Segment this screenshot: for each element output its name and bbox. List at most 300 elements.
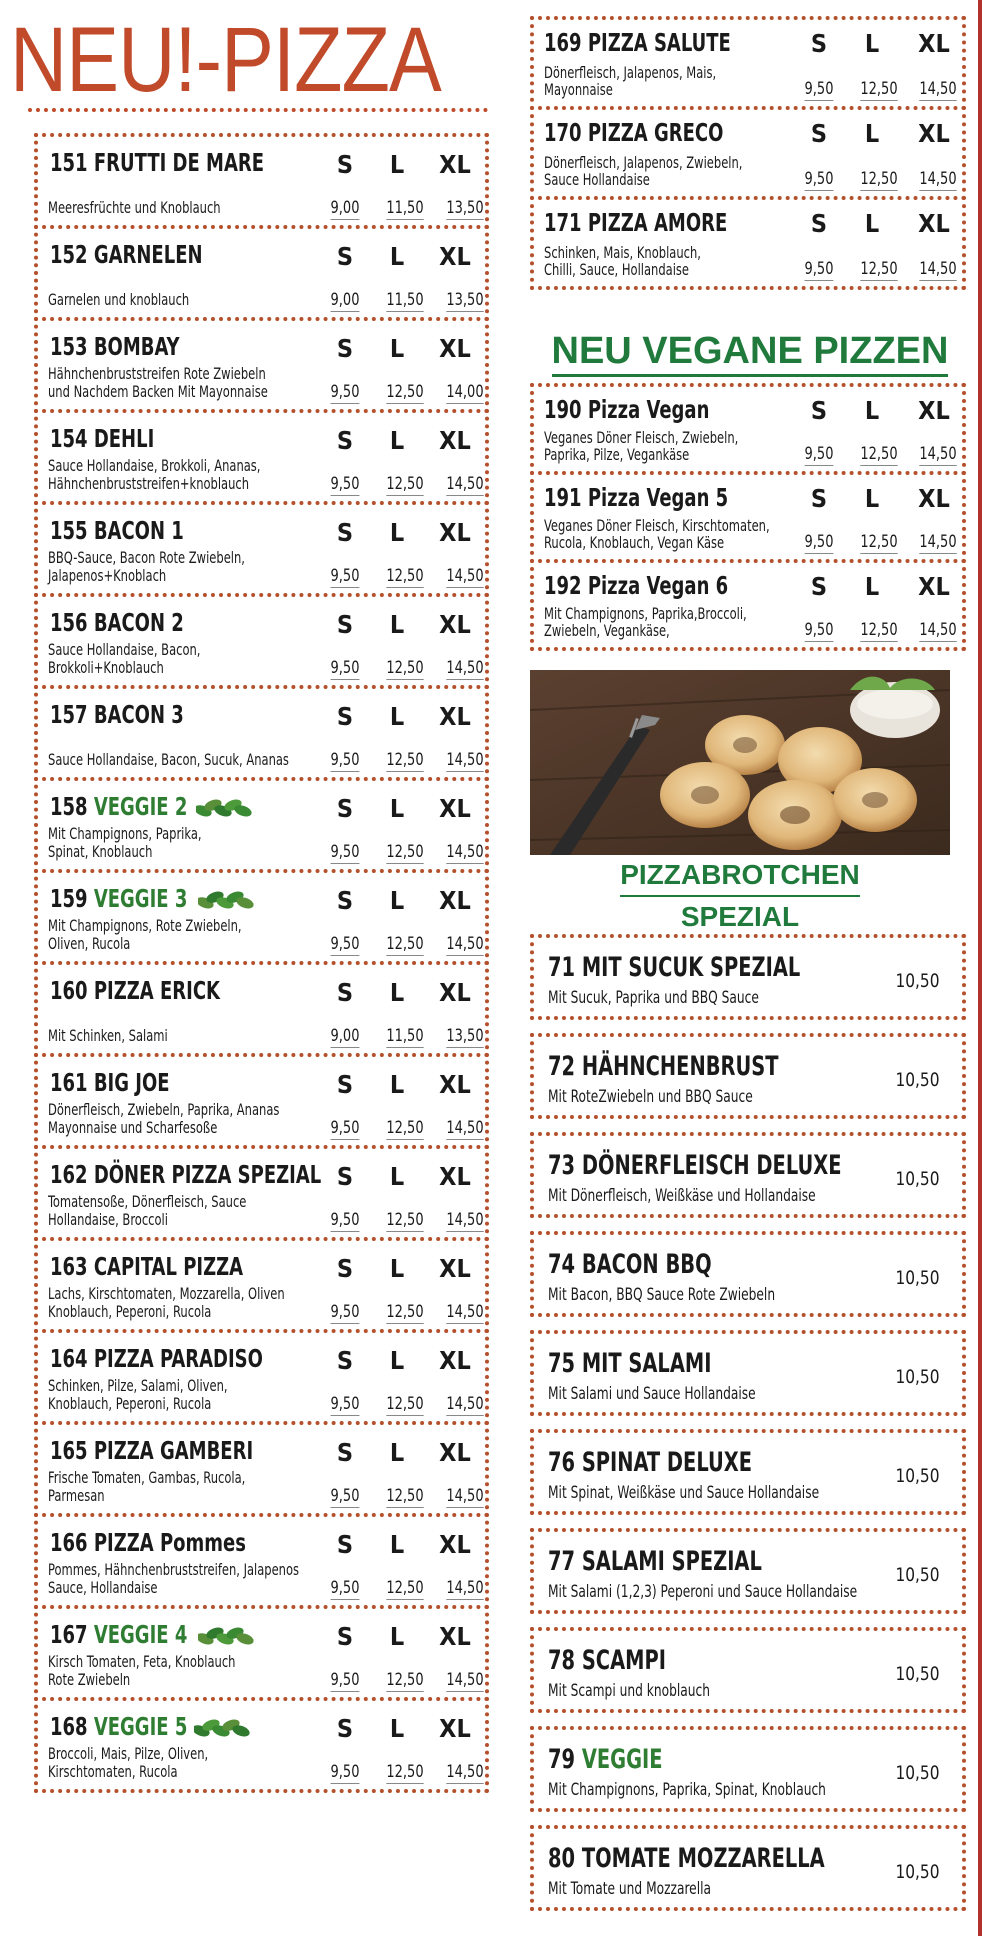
pizza-description xyxy=(48,825,202,861)
size-label-xl: XL xyxy=(439,518,471,547)
size-label-s: S xyxy=(336,334,354,363)
pizza-description xyxy=(48,917,242,953)
pizza-item xyxy=(530,471,966,563)
price-l xyxy=(380,1119,431,1137)
pizza-title: BACON 3 xyxy=(93,700,184,729)
roll-title: SPINAT DELUXE xyxy=(581,1447,752,1478)
size-label-l: L xyxy=(389,1070,405,1099)
pizza-roll-item xyxy=(530,1330,966,1416)
pizza-name xyxy=(50,792,187,822)
description-line: Sauce Hollandaise xyxy=(544,170,650,189)
leaf-icon xyxy=(194,1715,250,1741)
size-label-s: S xyxy=(336,610,354,639)
size-label-l: L xyxy=(389,1254,405,1283)
pizza-name xyxy=(50,1344,263,1374)
pizza-item xyxy=(34,1237,489,1333)
pizza-number: 191 xyxy=(544,483,582,512)
size-label-l: L xyxy=(389,702,405,731)
pizza-number: 161 xyxy=(50,1068,88,1097)
size-label-l: L xyxy=(389,1346,405,1375)
pizza-title: PIZZA PARADISO xyxy=(93,1344,263,1373)
size-label-s: S xyxy=(336,886,354,915)
pizza-number: 171 xyxy=(544,208,582,237)
size-label-s: S xyxy=(336,1530,354,1559)
leaf-icon xyxy=(198,1623,254,1649)
price-l xyxy=(380,935,431,953)
price-l xyxy=(380,1487,431,1505)
pizza-name xyxy=(50,884,187,914)
price-s xyxy=(320,751,371,769)
pizza-title: BACON 1 xyxy=(93,516,184,545)
size-label-l: L xyxy=(389,518,405,547)
price-value: 14,50 xyxy=(446,474,484,494)
description-line: Hähnchenbruststreifen+knoblauch xyxy=(48,474,250,493)
pizza-title: VEGGIE 2 xyxy=(93,792,188,821)
price-value: 9,50 xyxy=(330,1578,360,1598)
price-xl xyxy=(913,170,964,188)
size-label-l: L xyxy=(389,978,405,1007)
size-label-l: L xyxy=(864,396,880,425)
price-value: 12,50 xyxy=(386,1394,424,1414)
pizza-name xyxy=(50,1620,187,1650)
price-l xyxy=(380,383,431,401)
size-label-l: L xyxy=(389,1162,405,1191)
roll-description: Mit Salami (1,2,3) Peperoni und Sauce Hollandaise xyxy=(548,1582,858,1602)
pizza-number: 158 xyxy=(50,792,88,821)
pizza-name xyxy=(50,148,264,178)
description-line: Dönerfleisch, Zwiebeln, Paprika, Ananas xyxy=(48,1100,280,1119)
price-value: 14,50 xyxy=(446,934,484,954)
roll-name xyxy=(548,1348,711,1380)
size-label-l: L xyxy=(864,209,880,238)
roll-name xyxy=(548,1843,825,1875)
pizza-number: 192 xyxy=(544,571,582,600)
price-l xyxy=(380,475,431,493)
roll-name xyxy=(548,1447,752,1479)
pizza-list-left xyxy=(34,137,489,1793)
pizza-title: Pizza Vegan xyxy=(587,395,710,424)
size-label-xl: XL xyxy=(918,209,950,238)
roll-title: HÄHNCHENBRUST xyxy=(581,1051,779,1082)
description-line: Jalapenos+Knoblach xyxy=(48,566,167,585)
price-l xyxy=(380,1211,431,1229)
price-value: 9,50 xyxy=(804,532,834,552)
price-xl xyxy=(440,475,491,493)
pizza-name xyxy=(50,1160,321,1190)
description-line: Lachs, Kirschtomaten, Mozzarella, Oliven xyxy=(48,1284,285,1303)
price-value: 14,50 xyxy=(446,566,484,586)
pizza-name xyxy=(50,1436,253,1466)
pizza-item xyxy=(34,1053,489,1149)
roll-number: 77 xyxy=(548,1546,576,1577)
roll-description: Mit Spinat, Weißkäse und Sauce Hollandaise xyxy=(548,1483,820,1503)
pizza-item xyxy=(34,133,489,229)
size-label-s: S xyxy=(810,396,828,425)
price-s xyxy=(320,1303,371,1321)
size-label-s: S xyxy=(336,978,354,1007)
price-value: 12,50 xyxy=(860,79,898,99)
pizza-name xyxy=(50,608,184,638)
price-xl xyxy=(440,1579,491,1597)
description-line: Frische Tomaten, Gambas, Rucola, xyxy=(48,1468,246,1487)
pizza-title: PIZZA GRECO xyxy=(587,118,724,147)
description-line: Parmesan xyxy=(48,1486,105,1505)
roll-title: TOMATE MOZZARELLA xyxy=(581,1843,825,1874)
size-label-s: S xyxy=(336,1254,354,1283)
price-value: 14,50 xyxy=(446,1486,484,1506)
price-value: 14,50 xyxy=(919,79,957,99)
size-label-s: S xyxy=(336,1438,354,1467)
pizza-item xyxy=(34,869,489,965)
vegan-pizza-list xyxy=(530,387,966,651)
pizza-number: 157 xyxy=(50,700,88,729)
price-l xyxy=(854,80,905,98)
pizza-description xyxy=(544,429,738,463)
pizza-name xyxy=(50,516,184,546)
roll-description: Mit Scampi und knoblauch xyxy=(548,1681,711,1701)
size-label-l: L xyxy=(864,119,880,148)
price-l xyxy=(854,170,905,188)
price-value: 14,50 xyxy=(446,658,484,678)
description-line: Sauce, Hollandaise xyxy=(48,1578,158,1597)
price-value: 9,50 xyxy=(330,1118,360,1138)
pizza-roll-item xyxy=(530,1627,966,1713)
price-l xyxy=(380,1303,431,1321)
price-value: 12,50 xyxy=(386,474,424,494)
price-s xyxy=(320,1671,371,1689)
price-s xyxy=(320,659,371,677)
roll-price: 10,50 xyxy=(895,1564,940,1586)
price-value: 14,50 xyxy=(919,620,957,640)
size-label-xl: XL xyxy=(439,150,471,179)
pizza-title: BIG JOE xyxy=(93,1068,170,1097)
size-label-xl: XL xyxy=(439,702,471,731)
pizza-description xyxy=(48,1009,168,1045)
price-l xyxy=(380,1027,431,1045)
pizza-title: Pizza Vegan 6 xyxy=(587,571,729,600)
price-value: 12,50 xyxy=(386,750,424,770)
price-xl xyxy=(913,260,964,278)
size-label-xl: XL xyxy=(439,426,471,455)
roll-number: 71 xyxy=(548,952,576,983)
price-value: 9,00 xyxy=(330,1026,360,1046)
size-label-xl: XL xyxy=(918,119,950,148)
pizza-number: 168 xyxy=(50,1712,88,1741)
price-value: 9,50 xyxy=(804,169,834,189)
price-l xyxy=(380,199,431,217)
pizza-title: PIZZA AMORE xyxy=(587,208,728,237)
pizza-description xyxy=(48,1285,285,1321)
price-l xyxy=(380,1671,431,1689)
pizza-description xyxy=(544,517,770,551)
pizza-description xyxy=(48,641,200,677)
price-value: 12,50 xyxy=(386,1670,424,1690)
price-s xyxy=(320,567,371,585)
pizza-number: 152 xyxy=(50,240,88,269)
price-l xyxy=(380,1763,431,1781)
price-value: 14,50 xyxy=(446,1302,484,1322)
roll-price: 10,50 xyxy=(895,1663,940,1685)
size-label-xl: XL xyxy=(439,886,471,915)
pizza-roll-item xyxy=(530,1726,966,1812)
price-value: 14,50 xyxy=(446,1578,484,1598)
description-line: Paprika, Pilze, Vegankäse xyxy=(544,445,690,464)
pizza-description xyxy=(48,1193,246,1229)
price-value: 12,50 xyxy=(386,934,424,954)
price-xl xyxy=(440,751,491,769)
price-xl xyxy=(440,1211,491,1229)
price-xl xyxy=(440,1487,491,1505)
description-line: Knoblauch, Peperoni, Rucola xyxy=(48,1302,212,1321)
price-value: 12,50 xyxy=(386,1578,424,1598)
description-line xyxy=(48,1009,168,1027)
pizza-title: VEGGIE 5 xyxy=(93,1712,188,1741)
roll-price: 10,50 xyxy=(895,1168,940,1190)
pizza-description xyxy=(48,1745,208,1781)
pizza-title: Pizza Vegan 5 xyxy=(587,483,729,512)
pizza-name xyxy=(50,976,220,1006)
price-xl xyxy=(440,291,491,309)
description-line: Pommes, Hähnchenbruststreifen, Jalapenos xyxy=(48,1560,300,1579)
roll-description: Mit Champignons, Paprika, Spinat, Knoblauch xyxy=(548,1780,826,1800)
description-line: Sauce Hollandaise, Bacon, xyxy=(48,640,201,659)
pizza-name xyxy=(50,240,203,270)
description-line: Rucola, Knoblauch, Vegan Käse xyxy=(544,533,725,552)
price-s xyxy=(794,533,845,551)
description-line: Knoblauch, Peperoni, Rucola xyxy=(48,1394,212,1413)
rolls-title-line-1: PIZZABROTCHEN xyxy=(620,855,860,897)
pizza-description xyxy=(48,181,221,217)
roll-price: 10,50 xyxy=(895,1267,940,1289)
size-label-l: L xyxy=(389,610,405,639)
price-s xyxy=(320,1487,371,1505)
price-value: 9,50 xyxy=(330,842,360,862)
rolls-title-line-2: SPEZIAL xyxy=(681,897,799,939)
price-value: 9,50 xyxy=(804,444,834,464)
description-line: Brokkoli+Knoblauch xyxy=(48,658,164,677)
price-l xyxy=(380,1579,431,1597)
price-l xyxy=(380,843,431,861)
pizza-item xyxy=(34,1329,489,1425)
size-label-xl: XL xyxy=(439,334,471,363)
price-s xyxy=(320,475,371,493)
price-xl xyxy=(440,1395,491,1413)
size-label-xl: XL xyxy=(439,1530,471,1559)
pizza-item xyxy=(34,593,489,689)
pizza-item xyxy=(34,317,489,413)
price-value: 12,50 xyxy=(386,1762,424,1782)
description-line: Kirschtomaten, Rucola xyxy=(48,1762,178,1781)
roll-title: MIT SALAMI xyxy=(581,1348,712,1379)
price-value: 14,50 xyxy=(446,1670,484,1690)
description-line xyxy=(48,181,221,199)
price-value: 9,50 xyxy=(330,1302,360,1322)
price-s xyxy=(320,935,371,953)
pizza-title: DÖNER PIZZA SPEZIAL xyxy=(93,1160,322,1189)
size-label-s: S xyxy=(336,242,354,271)
size-label-xl: XL xyxy=(918,29,950,58)
size-label-s: S xyxy=(336,1714,354,1743)
pizza-description xyxy=(544,244,701,278)
pizza-title: VEGGIE 4 xyxy=(93,1620,188,1649)
size-label-l: L xyxy=(389,886,405,915)
price-xl xyxy=(440,383,491,401)
price-s xyxy=(320,1579,371,1597)
pizza-list-right xyxy=(530,20,966,290)
roll-price: 10,50 xyxy=(895,1069,940,1091)
description-line: Hähnchenbruststreifen Rote Zwiebeln xyxy=(48,364,266,383)
pizza-title: BACON 2 xyxy=(93,608,184,637)
size-label-s: S xyxy=(336,150,354,179)
pizza-number: 156 xyxy=(50,608,88,637)
price-value: 9,50 xyxy=(804,620,834,640)
roll-number: 80 xyxy=(548,1843,576,1874)
price-s xyxy=(794,621,845,639)
price-s xyxy=(794,80,845,98)
pizza-title: PIZZA SALUTE xyxy=(587,28,731,57)
pizza-item xyxy=(34,1605,489,1701)
price-s xyxy=(320,1027,371,1045)
size-label-s: S xyxy=(336,1162,354,1191)
description-line: BBQ-Sauce, Bacon Rote Zwiebeln, xyxy=(48,548,245,567)
roll-price: 10,50 xyxy=(895,1465,940,1487)
price-value: 12,50 xyxy=(860,532,898,552)
price-xl xyxy=(440,659,491,677)
price-value: 13,50 xyxy=(446,198,484,218)
pizza-item xyxy=(34,777,489,873)
size-label-l: L xyxy=(389,1438,405,1467)
pizza-roll-item xyxy=(530,934,966,1020)
price-value: 9,00 xyxy=(330,198,360,218)
price-value: 9,50 xyxy=(330,750,360,770)
roll-number: 74 xyxy=(548,1249,576,1280)
roll-title: SCAMPI xyxy=(581,1645,666,1676)
price-value: 14,50 xyxy=(446,842,484,862)
pizza-title: GARNELEN xyxy=(93,240,203,269)
size-label-l: L xyxy=(389,1622,405,1651)
size-label-s: S xyxy=(810,572,828,601)
roll-name xyxy=(548,1744,663,1776)
price-value: 12,50 xyxy=(386,1118,424,1138)
leaf-icon xyxy=(196,795,252,821)
price-l xyxy=(854,445,905,463)
pizza-item xyxy=(34,1421,489,1517)
pizza-number: 166 xyxy=(50,1528,88,1557)
price-xl xyxy=(440,1763,491,1781)
pizza-roll-item xyxy=(530,1429,966,1515)
description-line: Veganes Döner Fleisch, Zwiebeln, xyxy=(544,428,739,447)
description-line: Zwiebeln, Vegankäse, xyxy=(544,621,670,640)
price-value: 12,50 xyxy=(386,566,424,586)
price-s xyxy=(794,170,845,188)
price-xl xyxy=(440,1119,491,1137)
description-line: Mayonnaise und Scharfesoße xyxy=(48,1118,218,1137)
price-s xyxy=(320,1119,371,1137)
pizza-number: 153 xyxy=(50,332,88,361)
pizza-number: 159 xyxy=(50,884,88,913)
price-value: 14,00 xyxy=(446,382,484,402)
size-label-l: L xyxy=(389,242,405,271)
roll-price: 10,50 xyxy=(895,1861,940,1883)
pizza-item xyxy=(34,1697,489,1793)
size-label-xl: XL xyxy=(439,1714,471,1743)
pizza-title: DEHLI xyxy=(93,424,155,453)
price-xl xyxy=(440,199,491,217)
description-line: Kirsch Tomaten, Feta, Knoblauch xyxy=(48,1652,236,1671)
page-title: NEU!-PIZZA xyxy=(10,9,441,111)
price-s xyxy=(320,843,371,861)
size-label-s: S xyxy=(810,209,828,238)
price-value: 12,50 xyxy=(860,259,898,279)
pizza-description xyxy=(48,1377,228,1413)
pizza-title: PIZZA ERICK xyxy=(93,976,220,1005)
roll-description: Mit Dönerfleisch, Weißkäse und Hollandaise xyxy=(548,1186,816,1206)
pizza-name xyxy=(50,1252,243,1282)
size-label-s: S xyxy=(336,518,354,547)
description-line: Meeresfrüchte und Knoblauch xyxy=(48,198,221,217)
pizza-title: VEGGIE 3 xyxy=(93,884,188,913)
pizza-name xyxy=(544,571,728,601)
price-s xyxy=(320,383,371,401)
price-xl xyxy=(440,935,491,953)
size-label-l: L xyxy=(389,794,405,823)
size-label-l: L xyxy=(389,334,405,363)
price-value: 14,50 xyxy=(446,750,484,770)
roll-number: 78 xyxy=(548,1645,576,1676)
size-label-s: S xyxy=(810,29,828,58)
size-label-xl: XL xyxy=(439,242,471,271)
price-l xyxy=(380,567,431,585)
pizza-item xyxy=(530,559,966,651)
pizza-roll-item xyxy=(530,1231,966,1317)
pizza-description xyxy=(48,549,245,585)
price-value: 14,50 xyxy=(446,1394,484,1414)
price-xl xyxy=(913,445,964,463)
price-value: 9,50 xyxy=(330,474,360,494)
price-l xyxy=(380,291,431,309)
vegan-section-title-text: NEU VEGANE PIZZEN xyxy=(552,330,949,377)
size-label-s: S xyxy=(336,1622,354,1651)
size-label-s: S xyxy=(336,1070,354,1099)
size-label-xl: XL xyxy=(439,610,471,639)
price-value: 14,50 xyxy=(919,444,957,464)
description-line: Mit Champignons, Rote Zwiebeln, xyxy=(48,916,242,935)
roll-price: 10,50 xyxy=(895,970,940,992)
pizza-item xyxy=(34,1145,489,1241)
roll-description: Mit RoteZwiebeln und BBQ Sauce xyxy=(548,1087,753,1107)
price-s xyxy=(320,291,371,309)
roll-name xyxy=(548,1645,666,1677)
pizza-number: 165 xyxy=(50,1436,88,1465)
size-label-xl: XL xyxy=(918,572,950,601)
pizza-item xyxy=(34,409,489,505)
pizza-name xyxy=(50,332,180,362)
description-line: und Nachdem Backen Mit Mayonnaise xyxy=(48,382,268,401)
rolls-section-title xyxy=(540,855,940,939)
pizza-description xyxy=(48,1561,299,1597)
pizza-description xyxy=(48,733,289,769)
price-s xyxy=(320,199,371,217)
pizza-item xyxy=(34,961,489,1057)
pizza-item xyxy=(530,196,966,290)
pizza-rolls-photo xyxy=(530,670,950,855)
price-s xyxy=(794,445,845,463)
price-value: 12,50 xyxy=(860,169,898,189)
pizza-title: PIZZA Pommes xyxy=(93,1528,246,1557)
roll-name xyxy=(548,1051,779,1083)
size-label-s: S xyxy=(810,119,828,148)
size-label-l: L xyxy=(864,29,880,58)
